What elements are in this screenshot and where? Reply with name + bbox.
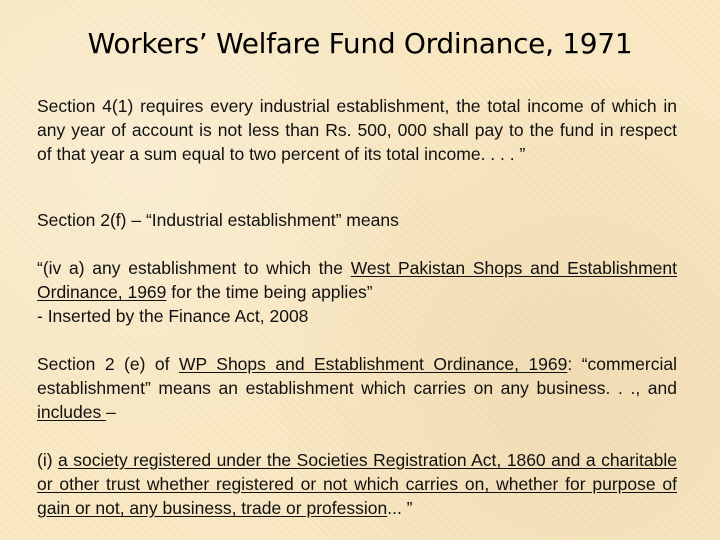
clause-text: “(iv a) any establishment to which the	[37, 258, 351, 278]
includes-term: includes	[37, 402, 107, 422]
ordinance-reference: West Pakistan Shops and Establishment Ordinance, 1969	[37, 258, 677, 302]
section-4-1-paragraph: Section 4(1) requires every industrial establishment, the total income of which in any year of account is not less than Rs. 500, 000 shall pay to the fund in respect of that year a sum equal to two percent of its total income. . . . ”	[37, 96, 677, 164]
clause-i-end: ... ”	[387, 498, 413, 518]
society-trust-definition: a society registered under the Societies Registration Act, 1860 and a charitable or other trust whether registered or not which carries on, whether for purpose of gain or not, any business, trade or profession	[37, 450, 677, 518]
section-2e-paragraph	[37, 352, 677, 424]
clause-i-label: (i)	[37, 450, 59, 470]
amendment-note: - Inserted by the Finance Act, 2008	[37, 306, 309, 326]
clause-i-paragraph	[37, 448, 677, 520]
wp-ordinance-reference: WP Shops and Establishment Ordinance, 1969	[178, 354, 568, 374]
dash: –	[106, 402, 116, 422]
section-2f-iva-paragraph	[37, 256, 677, 328]
slide-title: Workers’ Welfare Fund Ordinance, 1971	[87, 27, 633, 60]
section-2f-paragraph: Section 2(f) – “Industrial establishment” means	[37, 210, 399, 230]
section-2e-lead: Section 2 (e) of	[37, 354, 179, 374]
clause-text-end: for the time being applies”	[166, 282, 373, 302]
definition-text: : “commercial establishment” means an establishment which carries on any business. . ., and	[37, 354, 677, 398]
